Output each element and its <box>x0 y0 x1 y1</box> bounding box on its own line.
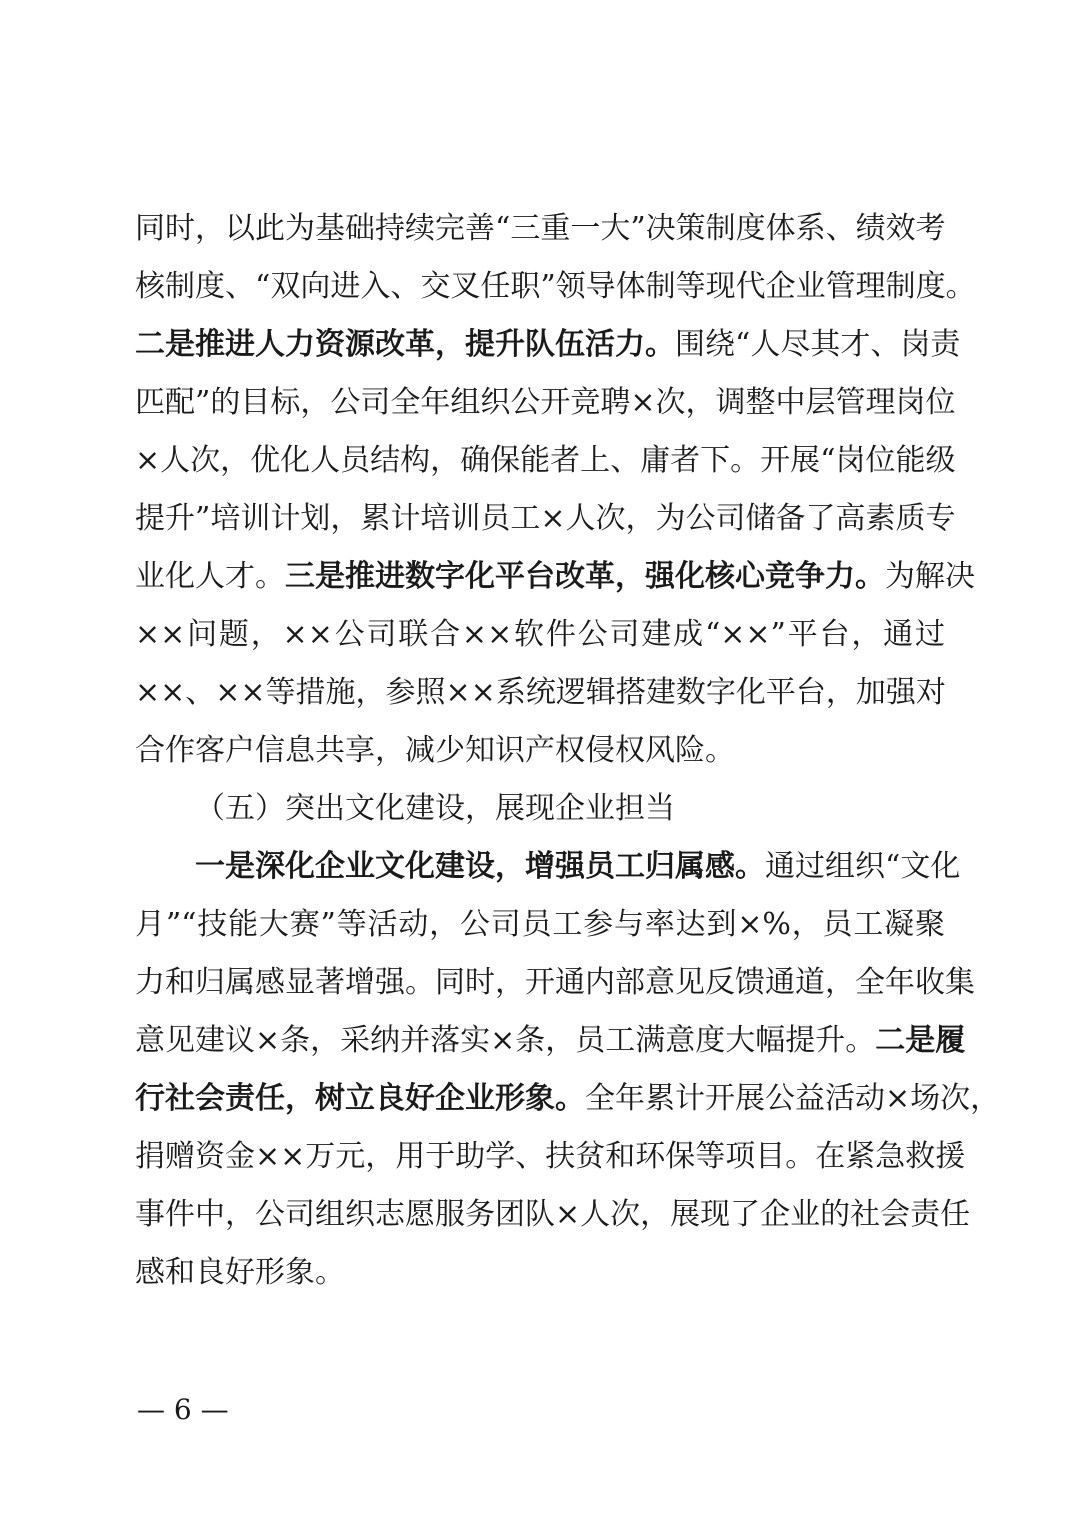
text-line: ××问题，××公司联合××软件公司建成“××”平台，通过 <box>135 617 945 652</box>
text-line: 匹配”的目标，公司全年组织公开竞聘×次，调整中层管理岗位 <box>135 385 956 420</box>
bold-lead: 一是深化企业文化建设，增强员工归属感。 <box>195 849 765 884</box>
text-line: 同时，以此为基础持续完善“三重一大”决策制度体系、绩效考 <box>135 211 946 246</box>
text-line: 感和良好形象。 <box>135 1255 345 1290</box>
text-line: 核制度、“双向进入、交叉任职”领导体制等现代企业管理制度。 <box>135 269 976 304</box>
text-line: 二是推进人力资源改革，提升队伍活力。围绕“人尽其才、岗责 <box>135 327 961 362</box>
bold-lead: 二是履 <box>875 1023 966 1058</box>
paragraph-management-reform <box>135 200 976 780</box>
text-line: 一是深化企业文化建设，增强员工归属感。通过组织“文化 <box>195 849 961 884</box>
text-line: 提升”培训计划，累计培训员工×人次，为公司储备了高素质专 <box>135 501 956 536</box>
text-line: 月”“技能大赛”等活动，公司员工参与率达到×%，员工凝聚 <box>135 907 945 942</box>
text-line: 力和归属感显著增强。同时，开通内部意见反馈通道，全年收集 <box>135 965 975 1000</box>
bold-lead: 行社会责任，树立良好企业形象。 <box>135 1081 585 1116</box>
text-line: 捐赠资金××万元，用于助学、扶贫和环保等项目。在紧急救援 <box>135 1139 966 1174</box>
paragraph-culture <box>135 838 1001 1302</box>
document-body <box>135 200 1001 1302</box>
text-line: ×人次，优化人员结构，确保能者上、庸者下。开展“岗位能级 <box>135 443 956 478</box>
text-line: ××、××等措施，参照××系统逻辑搭建数字化平台，加强对 <box>135 675 946 710</box>
page-number: — 6 — <box>137 1393 229 1426</box>
text-line: 事件中，公司组织志愿服务团队×人次，展现了企业的社会责任 <box>135 1197 971 1232</box>
section-heading: （五）突出文化建设，展现企业担当 <box>195 791 675 826</box>
text-line: 行社会责任，树立良好企业形象。全年累计开展公益活动×场次， <box>135 1081 1001 1116</box>
bold-lead: 三是推进数字化平台改革，强化核心竞争力。 <box>285 559 885 594</box>
bold-lead: 二是推进人力资源改革，提升队伍活力。 <box>135 327 675 362</box>
text-line: 合作客户信息共享，减少知识产权侵权风险。 <box>135 733 735 768</box>
text-line: 业化人才。三是推进数字化平台改革，强化核心竞争力。为解决 <box>135 559 975 594</box>
text-line: 意见建议×条，采纳并落实×条，员工满意度大幅提升。二是履 <box>135 1023 966 1058</box>
